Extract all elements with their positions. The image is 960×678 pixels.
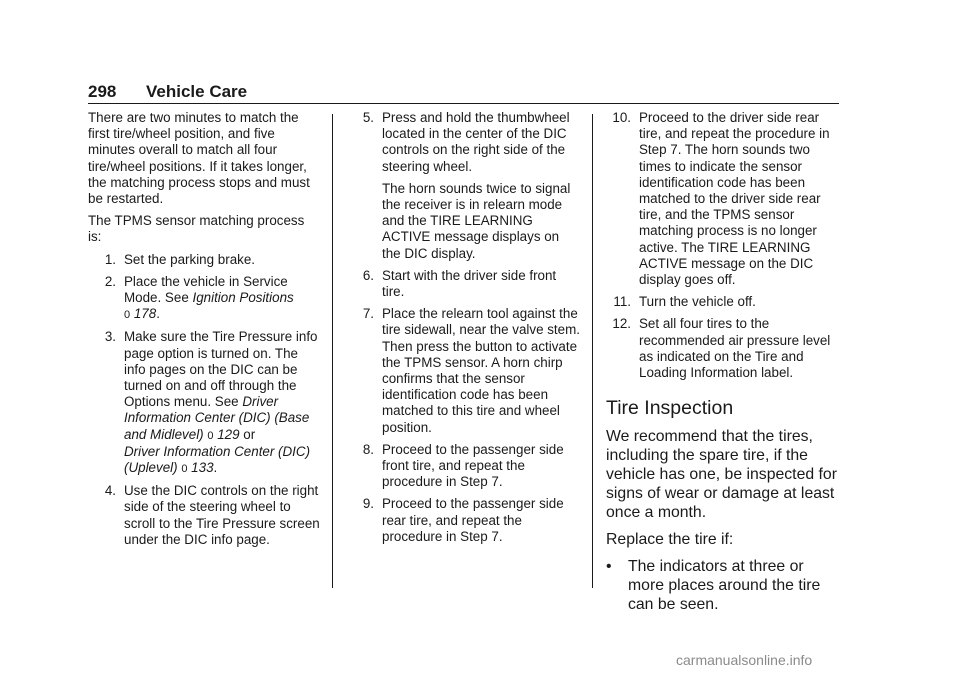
step-number: 3. [104,329,116,345]
list-item [88,483,320,548]
step-number: 8. [362,441,374,457]
column-3 [606,110,840,614]
page-reference[interactable]: 129 [217,426,240,442]
column-divider [592,114,593,588]
step-text: Proceed to the passenger side rear tire, and repeat the procedure in Step 7. [382,496,564,544]
step-number: 12. [612,316,631,332]
bullet-icon: • [606,558,612,576]
section-paragraph: Replace the tire if: [606,531,734,549]
section-body [606,427,840,614]
section-paragraph: We recommend that the tires, including the spare tire, if the vehicle has one, be inspected for signs of wear or damage at least once a month. [606,428,837,522]
column-divider [332,114,333,588]
list-item [88,252,320,268]
step-number: 5. [362,110,374,125]
step-text: Use the DIC controls on the right side of the steering wheel to scroll to the Tire Pressure screen under the DIC info page. [124,483,320,547]
step-number: 11. [613,294,631,310]
step-text: Place the vehicle in Service Mode. See Ignition Positions 0 178. [124,273,294,322]
list-item [88,329,320,477]
watermark: carmanualsonline.info [676,652,813,668]
cross-reference-link[interactable]: Driver Information Center (DIC) (Base and Midlevel) [124,394,310,442]
step-number: 4. [104,483,116,499]
list-item [606,294,840,310]
column-1 [88,110,320,554]
step-text: Proceed to the driver side rear tire, and repeat the procedure in Step 7. The horn sounds two times to indicate the sensor identification code has been matched to the driver side rear tire, and the TPMS sensor matching process is no longer active. The TIRE LEARNING ACTIVE message on the DIC display goes off. [639,110,830,288]
step-number: 9. [362,496,374,512]
list-item [606,110,840,288]
header-rule [88,103,839,104]
bullet-item [606,557,840,614]
cross-reference-link[interactable]: Ignition Positions [192,290,294,306]
page-number: 298 [88,82,117,101]
column-2 [352,110,580,551]
step-text: Proceed to the passenger side front tire, and repeat the procedure in Step 7. [382,441,564,490]
bullet-text: The indicators at three or more places around the tire can be seen. [628,558,821,614]
list-item [352,496,580,545]
list-item [88,274,320,324]
list-item [352,268,580,300]
cross-reference-link[interactable]: Driver Information Center (DIC) (Uplevel) [124,443,311,476]
step-number: 2. [104,273,116,289]
page-ref-icon: 0 [181,463,188,476]
list-item [606,316,840,381]
step-number: 6. [362,267,374,283]
page-title: Vehicle Care [146,82,248,101]
step-text: Turn the vehicle off. [639,294,756,310]
list-item [352,442,580,491]
step-text: Set all four tires to the recommended air pressure level as indicated on the Tire and Loading Information label. [639,316,831,381]
intro-paragraph: There are two minutes to match the first tire/wheel position, and five minutes overall to match all four tire/wheel positions. If it takes longer, the matching process stops and must be restarted. [88,110,310,207]
step-note: The horn sounds twice to signal the receiver is in relearn mode and the TIRE LEARNING ACTIVE message displays on the DIC display. [382,180,571,261]
step-text: Start with the driver side front tire. [382,267,557,300]
step-text: Set the parking brake. [124,251,256,267]
step-number: 7. [362,306,374,322]
page-header [88,82,247,102]
page-reference[interactable]: 133 [191,460,214,476]
step-number: 1. [104,251,116,267]
list-item [352,306,580,436]
page-reference[interactable]: 178 [133,306,157,322]
process-label: The TPMS sensor matching process is: [88,213,305,245]
step-text: Place the relearn tool against the tire sidewall, near the valve stem. Then press the button to activate the TPMS sensor. A horn chirp confirms that the sensor identification code has been matched to this tire and wheel position. [382,306,580,435]
page-ref-icon: 0 [207,429,214,442]
page-ref-icon: 0 [124,309,131,322]
step-text: Press and hold the thumbwheel located in the center of the DIC controls on the right side of the steering wheel. [382,110,570,174]
section-heading: Tire Inspection [606,397,734,420]
list-item [352,110,580,262]
step-number: 10. [612,110,631,125]
step-text: Make sure the Tire Pressure info page option is turned on. The info pages on the DIC can be turned on and off through the Options menu. See Driver Information Center (DIC) (Base and Midlevel) 0 129 or Driver Information Center (DIC) (Uplevel) 0 133. [124,329,318,476]
